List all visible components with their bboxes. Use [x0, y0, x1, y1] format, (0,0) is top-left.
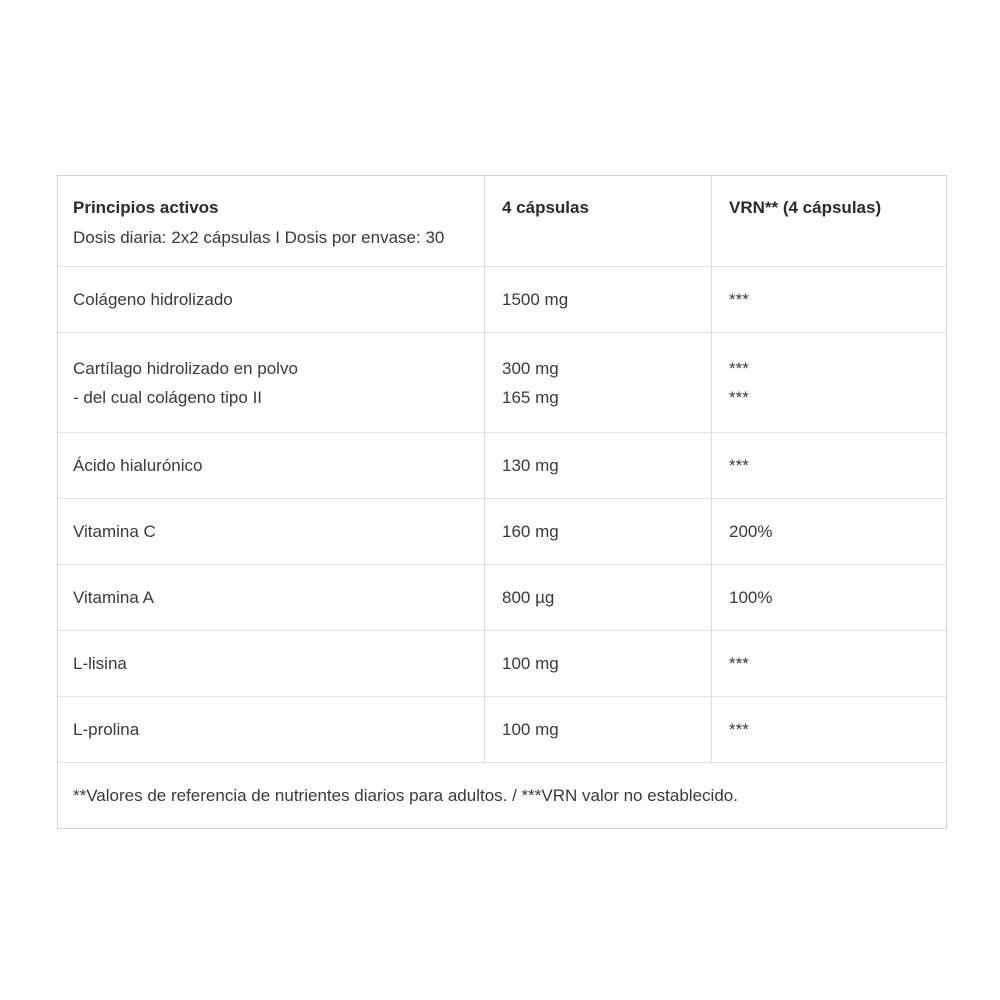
ingredient-name: L-lisina	[73, 654, 127, 673]
amount-cell	[484, 267, 711, 332]
amount-value: 300 mg	[502, 358, 559, 378]
header-cell-active-ingredients	[58, 176, 484, 266]
amount-value: 160 mg	[502, 522, 559, 541]
ingredient-subname: - del cual colágeno tipo II	[73, 387, 263, 407]
table-row-l-lisina	[58, 630, 946, 696]
amount-value: 1500 mg	[502, 290, 569, 309]
vrn-cell	[711, 267, 946, 332]
vrn-value: ***	[729, 290, 749, 309]
amount-value: 100 mg	[502, 654, 559, 673]
ingredient-name: L-prolina	[73, 720, 140, 739]
table-header-row	[58, 176, 946, 266]
vrn-cell	[711, 565, 946, 630]
footnote-text: **Valores de referencia de nutrientes diarios para adultos. / ***VRN valor no establecido.	[73, 786, 738, 805]
amount-cell	[484, 565, 711, 630]
vrn-subvalue: ***	[729, 387, 749, 407]
amount-subvalue: 165 mg	[502, 387, 559, 407]
per-4-capsules-label: 4 cápsulas	[502, 198, 589, 217]
ingredient-name: Vitamina A	[73, 588, 154, 607]
vrn-value: 200%	[729, 522, 773, 541]
vrn-value: ***	[729, 358, 749, 378]
active-ingredients-title: Principios activos	[73, 198, 219, 217]
footnote-cell	[58, 763, 946, 828]
table-row-cartilago-hidrolizado	[58, 332, 946, 432]
vrn-value: ***	[729, 720, 749, 739]
table-row-acido-hialuronico	[58, 432, 946, 498]
ingredient-name: Cartílago hidrolizado en polvo	[73, 358, 298, 378]
amount-value: 100 mg	[502, 720, 559, 739]
amount-cell	[484, 433, 711, 498]
table-row-vitamina-c	[58, 498, 946, 564]
ingredient-name: Ácido hialurónico	[73, 456, 203, 475]
amount-value: 800 µg	[502, 588, 555, 607]
header-cell-per-4-capsules	[484, 176, 711, 266]
table-row-colageno-hidrolizado	[58, 266, 946, 332]
ingredient-name: Colágeno hidrolizado	[73, 290, 233, 309]
amount-cell	[484, 697, 711, 762]
vrn-cell	[711, 333, 946, 432]
table-footnote-row	[58, 762, 946, 828]
vrn-label: VRN** (4 cápsulas)	[729, 198, 882, 217]
vrn-value: 100%	[729, 588, 773, 607]
dosage-subtitle: Dosis diaria: 2x2 cápsulas I Dosis por envase: 30	[73, 228, 445, 247]
ingredient-name-cell	[58, 499, 484, 564]
vrn-value: ***	[729, 456, 749, 475]
table-row-vitamina-a	[58, 564, 946, 630]
amount-cell	[484, 631, 711, 696]
supplement-facts-table	[57, 175, 947, 829]
vrn-cell	[711, 631, 946, 696]
amount-cell	[484, 333, 711, 432]
ingredient-name-cell	[58, 565, 484, 630]
amount-value: 130 mg	[502, 456, 559, 475]
ingredient-name-cell	[58, 267, 484, 332]
amount-cell	[484, 499, 711, 564]
vrn-cell	[711, 499, 946, 564]
ingredient-name-cell	[58, 433, 484, 498]
vrn-cell	[711, 697, 946, 762]
ingredient-name: Vitamina C	[73, 522, 156, 541]
ingredient-name-cell	[58, 333, 484, 432]
vrn-value: ***	[729, 654, 749, 673]
header-cell-vrn	[711, 176, 946, 266]
table-row-l-prolina	[58, 696, 946, 762]
vrn-cell	[711, 433, 946, 498]
ingredient-name-cell	[58, 697, 484, 762]
ingredient-name-cell	[58, 631, 484, 696]
